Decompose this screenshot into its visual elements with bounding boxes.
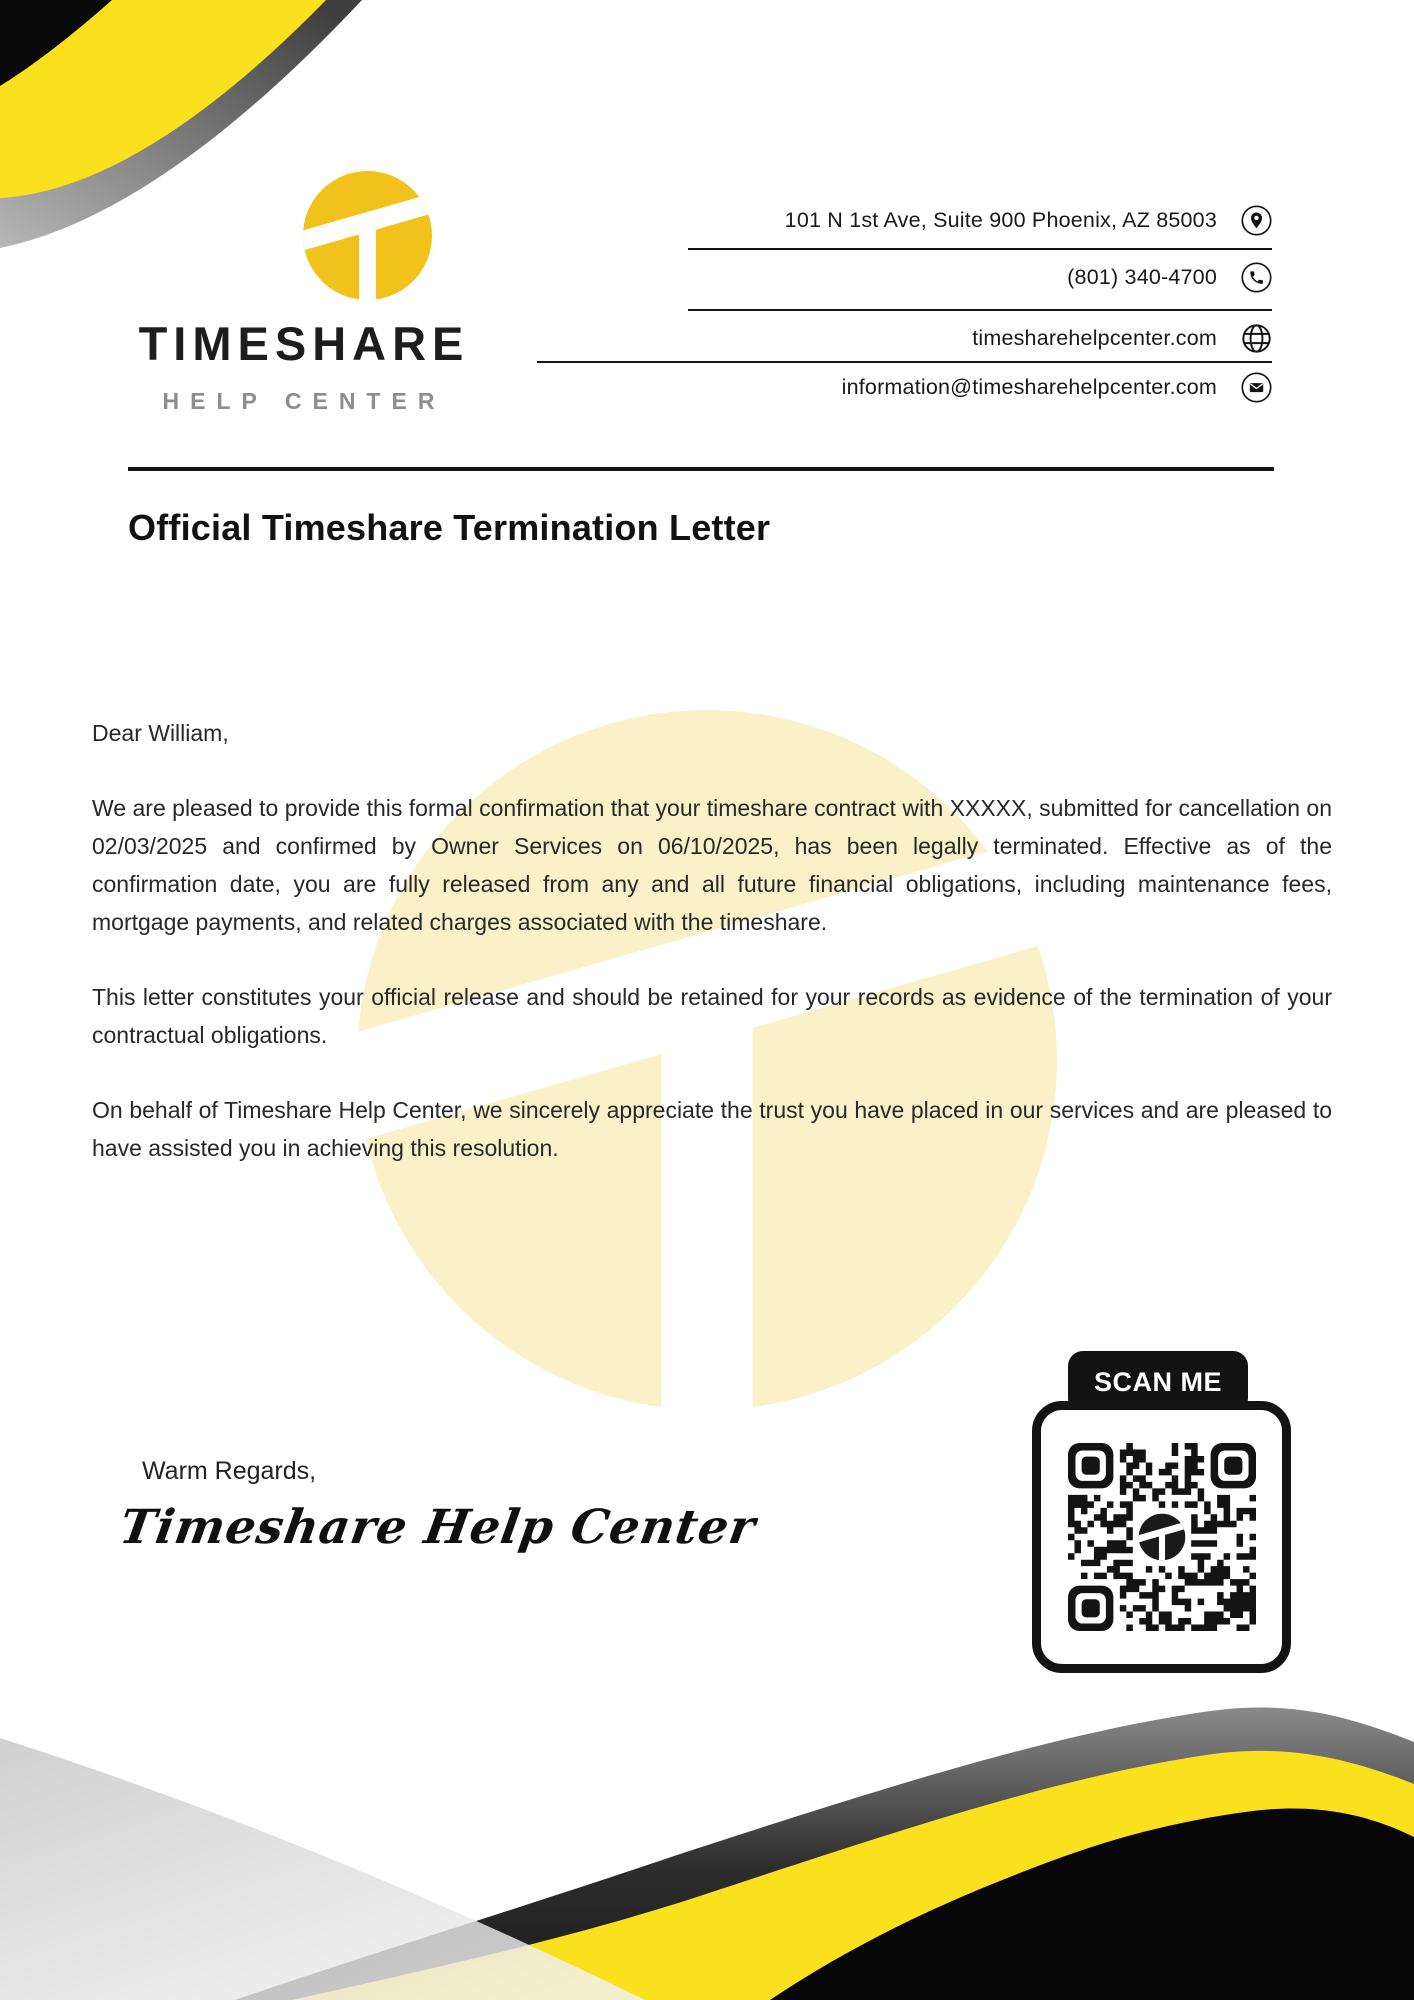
contact-website[interactable]: timesharehelpcenter.com [972,325,1217,350]
paragraph-2: This letter constitutes your official release and should be retained for your records as evidence of the termination of your contractual obligations. [92,984,1332,1048]
contact-separator [537,361,1272,363]
contact-separator [688,309,1272,311]
salutation: Dear William, [92,720,229,746]
phone-icon [1241,262,1272,293]
brand-subtitle: HELP CENTER [162,388,446,414]
brand-name: TIMESHARE [138,317,470,370]
contact-email[interactable]: information@timesharehelpcenter.com [841,374,1217,399]
contact-row-phone [1067,260,1272,294]
qr-code-image [1068,1443,1256,1631]
location-icon [1241,205,1272,236]
contact-separator [688,248,1272,250]
globe-icon [1241,323,1272,354]
bottom-wave-decoration [0,1640,1414,2000]
email-icon [1241,372,1272,403]
letter-body [92,714,1332,1167]
contact-row-website [972,321,1272,355]
contact-phone: (801) 340-4700 [1067,264,1217,289]
contact-row-address [785,203,1272,237]
company-logo-icon [303,171,432,300]
contact-row-email [842,370,1272,404]
paragraph-1: We are pleased to provide this formal confirmation that your timeshare contract with XXXXX, submitted for cancellation on 02/03/2025 and confirmed by Owner Services on 06/10/2025, has been legally terminated. Effective as of the confirmation date, you are fully released from any and all future financial obligations, including maintenance fees, mortgage payments, and related charges associated with the timeshare. [92,795,1332,935]
closing-line: Warm Regards, [142,1457,317,1485]
paragraph-3: On behalf of Timeshare Help Center, we sincerely appreciate the trust you have placed in our services and are pleased to have assisted you in achieving this resolution. [92,1097,1332,1161]
contact-address: 101 N 1st Ave, Suite 900 Phoenix, AZ 85003 [784,207,1217,232]
scan-me-label: SCAN ME [1093,1366,1222,1397]
qr-code[interactable] [1032,1401,1291,1673]
header-divider [128,467,1274,471]
page-title: Official Timeshare Termination Letter [128,507,771,548]
signature-script: Timeshare Help Center [116,1500,760,1555]
